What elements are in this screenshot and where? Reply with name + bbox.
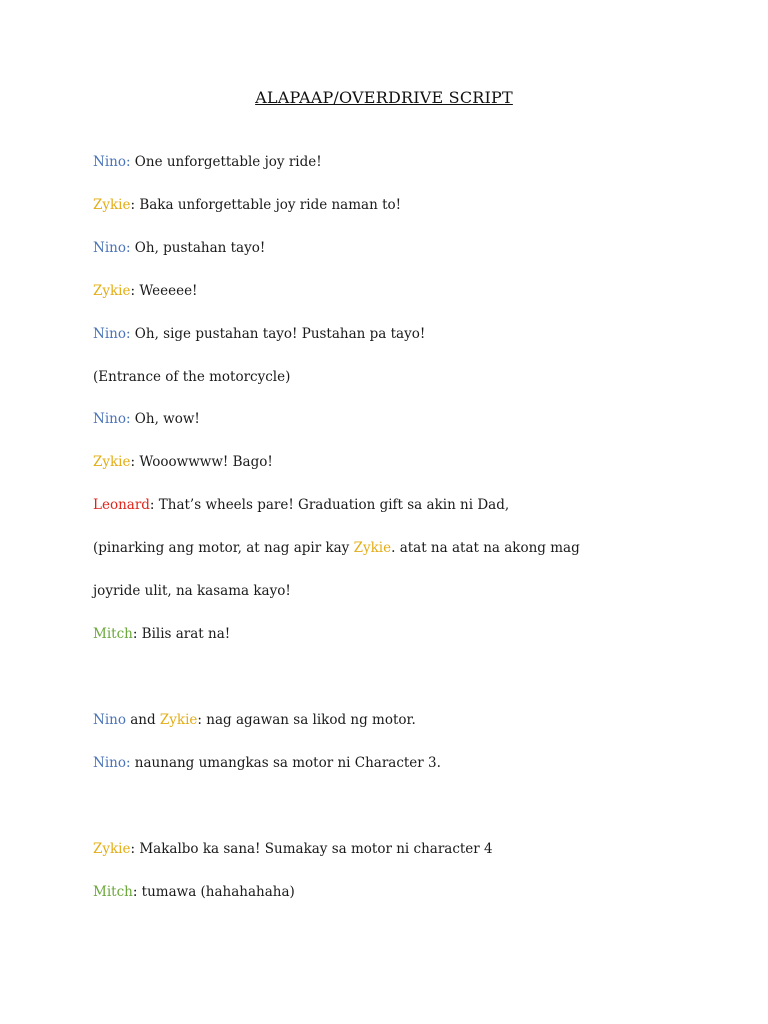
dialogue-text: : nag agawan sa likod ng motor. [197, 712, 416, 728]
script-line-1 [93, 153, 713, 171]
dialogue-text: : Weeeee! [130, 283, 198, 299]
dialogue-text: : Wooowwww! Bago! [130, 454, 273, 470]
dialogue-text: : tumawa (hahahahaha) [132, 884, 295, 900]
speaker-nino: Nino: [93, 326, 131, 342]
speaker-nino: Nino [93, 712, 126, 728]
script-line-7 [93, 410, 713, 428]
stage-direction: (pinarking ang motor, at nag apir kay [93, 540, 354, 556]
speaker-mitch: Mitch [93, 884, 133, 900]
dialogue-text: : That’s wheels pare! Graduation gift sa akin ni Dad, [149, 497, 510, 513]
speaker-zykie: Zykie [93, 283, 131, 299]
script-line-16 [93, 883, 713, 901]
script-line-2 [93, 196, 713, 214]
speaker-zykie: Zykie [93, 454, 131, 470]
speaker-nino: Nino: [93, 154, 131, 170]
speaker-zykie: Zykie [93, 197, 131, 213]
speaker-zykie: Zykie [159, 712, 198, 728]
script-line-11 [93, 582, 713, 600]
script-line-9 [93, 496, 713, 514]
dialogue-text: Oh, wow! [130, 411, 200, 427]
script-line-4 [93, 282, 713, 300]
speaker-zykie: Zykie [93, 841, 131, 857]
script-line-14 [93, 754, 713, 772]
speaker-zykie: Zykie [353, 540, 392, 556]
script-line-10 [93, 539, 713, 557]
stage-direction: (Entrance of the motorcycle) [93, 369, 291, 385]
script-line-13 [93, 711, 713, 729]
speaker-nino: Nino: [93, 240, 131, 256]
script-line-6 [93, 368, 713, 386]
dialogue-text: : Makalbo ka sana! Sumakay sa motor ni character 4 [130, 841, 493, 857]
speaker-mitch: Mitch [93, 626, 133, 642]
script-line-15 [93, 840, 713, 858]
dialogue-text: Oh, pustahan tayo! [130, 240, 266, 256]
speaker-leonard: Leonard [93, 497, 150, 513]
script-line-3 [93, 239, 713, 257]
script-line-12 [93, 625, 713, 643]
dialogue-text: One unforgettable joy ride! [130, 154, 322, 170]
page-title: ALAPAAP/OVERDRIVE SCRIPT [255, 88, 513, 107]
dialogue-text: naunang umangkas sa motor ni Character 3. [130, 755, 441, 771]
dialogue-text: Oh, sige pustahan tayo! Pustahan pa tayo! [130, 326, 426, 342]
dialogue-text: : Bilis arat na! [132, 626, 231, 642]
speaker-nino: Nino: [93, 411, 131, 427]
speaker-nino: Nino: [93, 755, 131, 771]
dialogue-text: . atat na atat na akong mag [391, 540, 580, 556]
dialogue-text: : Baka unforgettable joy ride naman to! [130, 197, 402, 213]
script-line-8 [93, 453, 713, 471]
script-line-5 [93, 325, 713, 343]
connector-text: and [125, 712, 160, 728]
dialogue-text: joyride ulit, na kasama kayo! [93, 583, 291, 599]
